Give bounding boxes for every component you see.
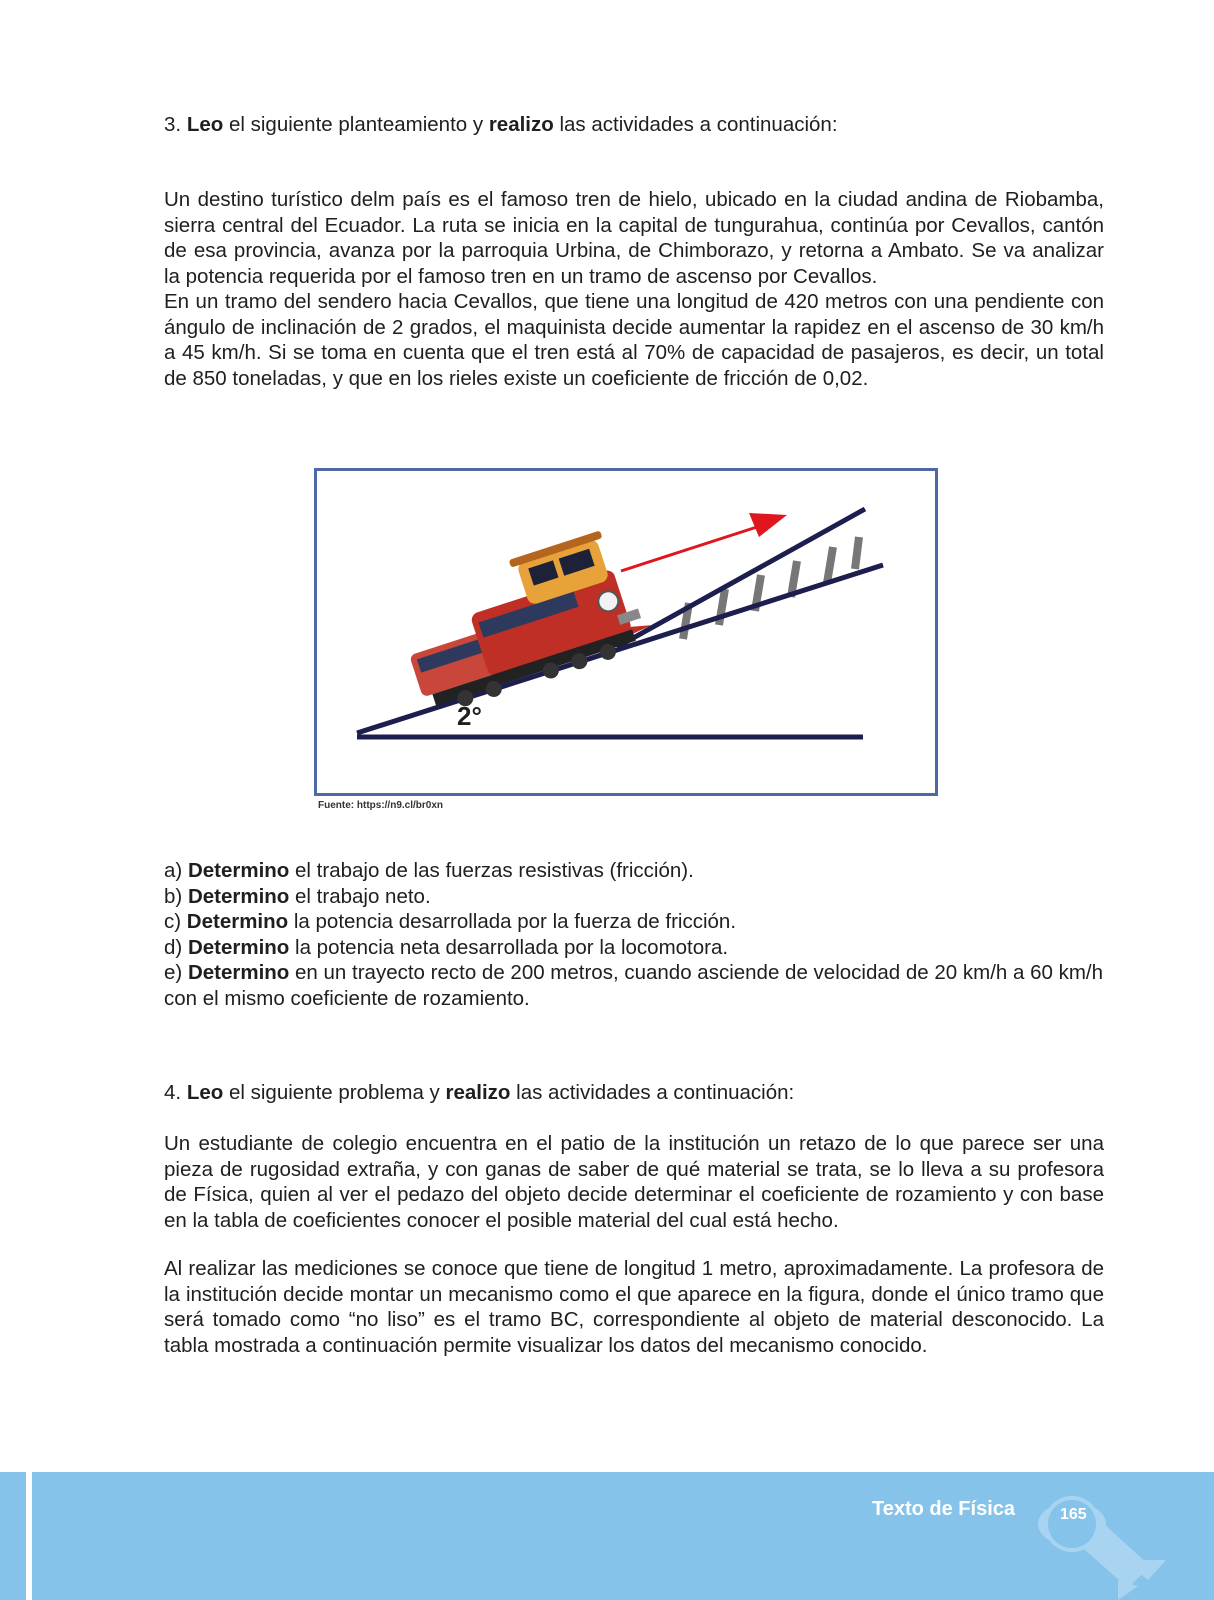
question-4-heading: 4. Leo el siguiente problema y realizo las actividades a continuación: — [164, 1081, 795, 1104]
question-number: 3. — [164, 113, 182, 136]
activities-list — [164, 858, 1104, 1011]
verb-leo: Leo — [186, 1081, 224, 1104]
velocity-arrow — [621, 527, 757, 571]
train-figure — [314, 468, 938, 796]
question-number: 4. — [164, 1081, 182, 1104]
page-footer — [0, 1472, 1214, 1600]
train-slope-illustration — [317, 471, 935, 793]
activity-a: a) Determino el trabajo de las fuerzas resistivas (fricción). — [164, 859, 694, 882]
activity-d: d) Determino la potencia neta desarrollada por la locomotora. — [164, 935, 729, 959]
figure-source: Fuente: https://n9.cl/br0xn — [318, 800, 444, 811]
activity-b: b) Determino el trabajo neto. — [164, 884, 431, 908]
footer-book-title: Texto de Física — [872, 1498, 1016, 1520]
rocket-icon — [1032, 1476, 1172, 1600]
page-number: 165 — [1060, 1506, 1087, 1523]
problem-paragraph-2: Un estudiante de colegio encuentra en el patio de la institución un retazo de lo que parece ser una pieza de rugosidad extraña, y con ganas de saber de qué material se trata, se lo lleva a su profesora de Física, quien al ver el pedazo del objeto decide determinar el coeficiente de rozamiento y con base en la tabla de coeficientes conocer el posible material del cual está hecho. — [164, 1132, 1104, 1232]
rail-sleepers — [683, 537, 859, 639]
verb-realizo: realizo — [445, 1081, 511, 1104]
verb-realizo: realizo — [488, 113, 554, 136]
activity-c: c) Determino la potencia desarrollada por la fuerza de fricción. — [164, 910, 737, 933]
arrow-head — [749, 513, 787, 537]
verb-leo: Leo — [186, 113, 224, 136]
angle-label: 2° — [457, 701, 482, 731]
question-3-heading: 3. Leo el siguiente planteamiento y realizo las actividades a continuación: — [164, 113, 838, 136]
activity-e: e) Determino en un trayecto recto de 200 metros, cuando asciende de velocidad de 20 km/h a 60 km/h con el mismo coeficiente de rozamiento. — [164, 961, 1103, 1010]
problem-paragraph-1: Un destino turístico delm país es el famoso tren de hielo, ubicado en la ciudad andina de Riobamba, sierra central del Ecuador. La ruta se inicia en la capital de tungurahua, continúa por Cevallos, cantón de esa provincia, avanza por la parroquia Urbina, de Chimborazo, y retorna a Ambato. Se va analizar la potencia requerida por el famoso tren en un tramo de ascenso por Cevallos. En un tramo del sendero hacia Cevallos, que tiene una longitud de 420 metros con una pendiente con ángulo de inclinación de 2 grados, el maquinista decide aumentar la rapidez en el ascenso de 30 km/h a 45 km/h. Si se toma en cuenta que el tren está al 70% de capacidad de pasajeros, es decir, un total de 850 toneladas, y que en los rieles existe un coeficiente de fricción de 0,02. — [164, 188, 1104, 390]
footer-stripe — [26, 1472, 32, 1600]
problem-paragraph-3: Al realizar las mediciones se conoce que tiene de longitud 1 metro, aproximadamente. La profesora de la institución decide montar un mecanismo como el que aparece en la figura, donde el único tramo que será tomado como “no liso” es el tramo BC, correspondiente al objeto de material desconocido. La tabla mostrada a continuación permite visualizar los datos del mecanismo conocido. — [164, 1257, 1104, 1357]
train-icon — [391, 524, 658, 718]
